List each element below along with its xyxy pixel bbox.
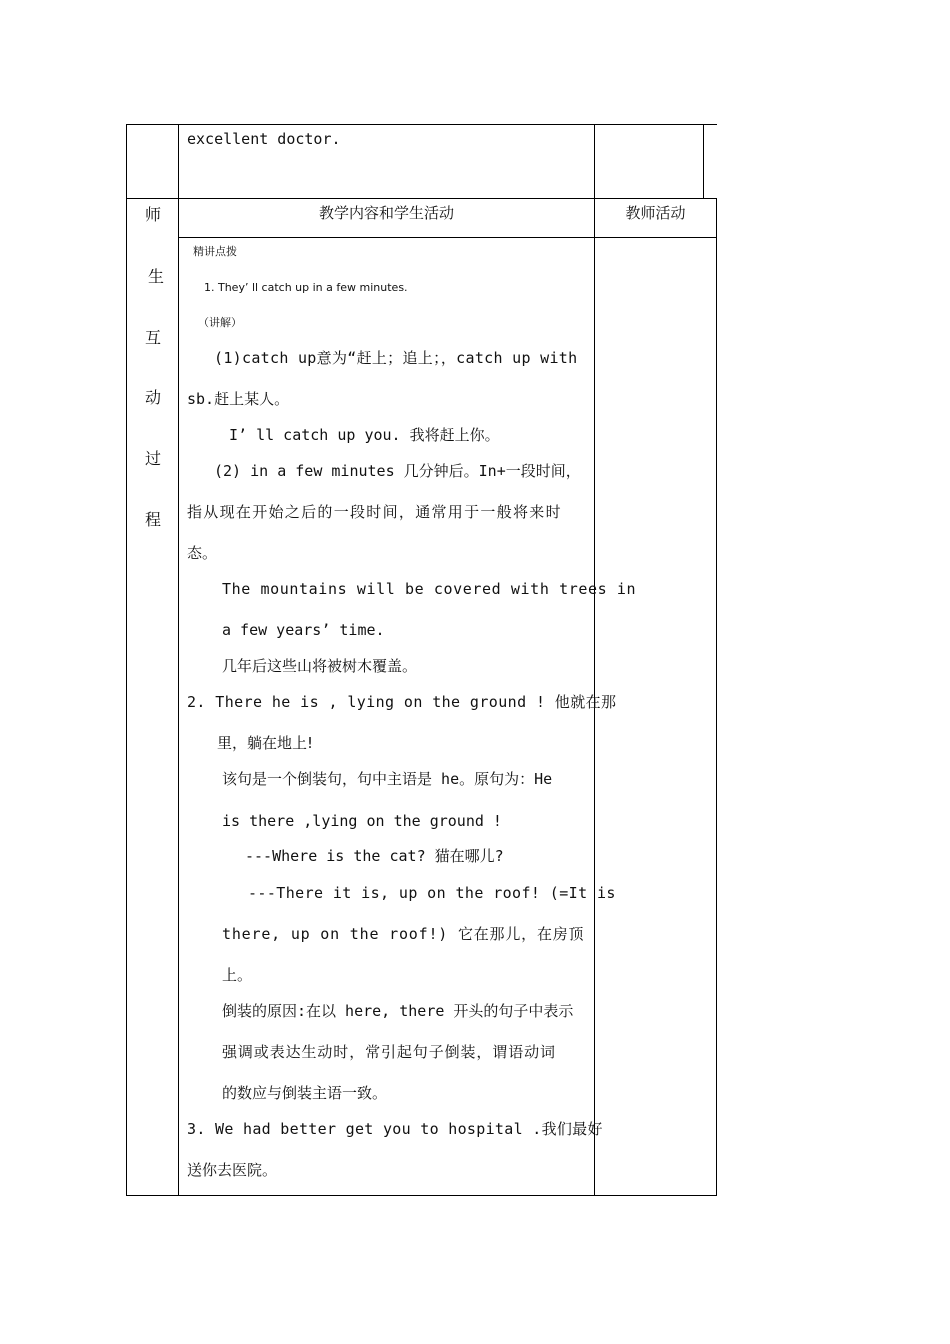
dialog-answer-line1: ---There it is, up on the roof! (=It is: [248, 884, 616, 902]
header-teacher: 教师活动: [625, 204, 686, 222]
reason-line2: 强调或表达生动时，常引起句子倒装，谓语动词: [222, 1043, 556, 1061]
item2-note2: is there ,lying on the ground !: [222, 812, 502, 830]
side-label-char: 过: [144, 449, 161, 468]
side-label-char: 师: [144, 205, 161, 224]
table-row-divider: [126, 198, 717, 199]
item1-title: 1. They’ ll catch up in a few minutes.: [204, 281, 408, 294]
ex2-line2: a few years’ time.: [222, 621, 385, 639]
item2-line1: 2. There he is , lying on the ground ! 他就在那: [187, 693, 617, 711]
table-left-border: [126, 124, 127, 1196]
dialog-answer-line3: 上。: [222, 966, 253, 984]
ex2-line1: The mountains will be covered with trees in: [222, 580, 637, 598]
reason-line1: 倒装的原因:在以 here, there 开头的句子中表示: [222, 1002, 574, 1020]
table-bottom-border: [126, 1195, 717, 1196]
side-label-char: 生: [147, 267, 164, 286]
p2-line1: (2) in a few minutes 几分钟后。In+一段时间，: [214, 462, 581, 480]
ex2-cn: 几年后这些山将被树木覆盖。: [222, 657, 418, 675]
top-row-text: excellent doctor.: [187, 130, 341, 148]
side-label-char: 程: [144, 510, 161, 529]
table-top-border: [126, 124, 717, 125]
p2-line3: 态。: [187, 544, 218, 562]
table-col-divider-2: [594, 124, 595, 1196]
table-top-border-stub: [703, 124, 717, 125]
item3-line2: 送你去医院。: [187, 1161, 278, 1179]
table-right-border-upper: [703, 124, 704, 199]
dialog-question: ---Where is the cat? 猫在哪儿?: [245, 847, 504, 865]
table-col-divider-1: [178, 124, 179, 1196]
side-label-char: 互: [144, 328, 161, 347]
p1-example: I’ ll catch up you. 我将赶上你。: [229, 426, 500, 444]
p2-line2: 指从现在开始之后的一段时间，通常用于一般将来时: [187, 503, 562, 521]
explain-label: （讲解）: [198, 316, 242, 329]
p1-line1: (1)catch up意为“赶上；追上；，catch up with: [214, 349, 578, 367]
reason-line3: 的数应与倒装主语一致。: [222, 1084, 388, 1102]
item3-line1: 3. We had better get you to hospital .我们最好: [187, 1120, 603, 1138]
section-title: 精讲点拨: [193, 245, 237, 258]
side-label-char: 动: [144, 388, 161, 407]
table-right-border-lower: [716, 198, 717, 1196]
item2-note1: 该句是一个倒装句，句中主语是 he。原句为：He: [222, 770, 553, 788]
table-header-divider: [178, 237, 717, 238]
header-content: 教学内容和学生活动: [318, 204, 454, 222]
dialog-answer-line2: there, up on the roof!) 它在那儿，在房顶: [222, 925, 585, 943]
p1-line2: sb.赶上某人。: [187, 390, 290, 408]
item2-line2: 里，躺在地上!: [217, 734, 314, 752]
